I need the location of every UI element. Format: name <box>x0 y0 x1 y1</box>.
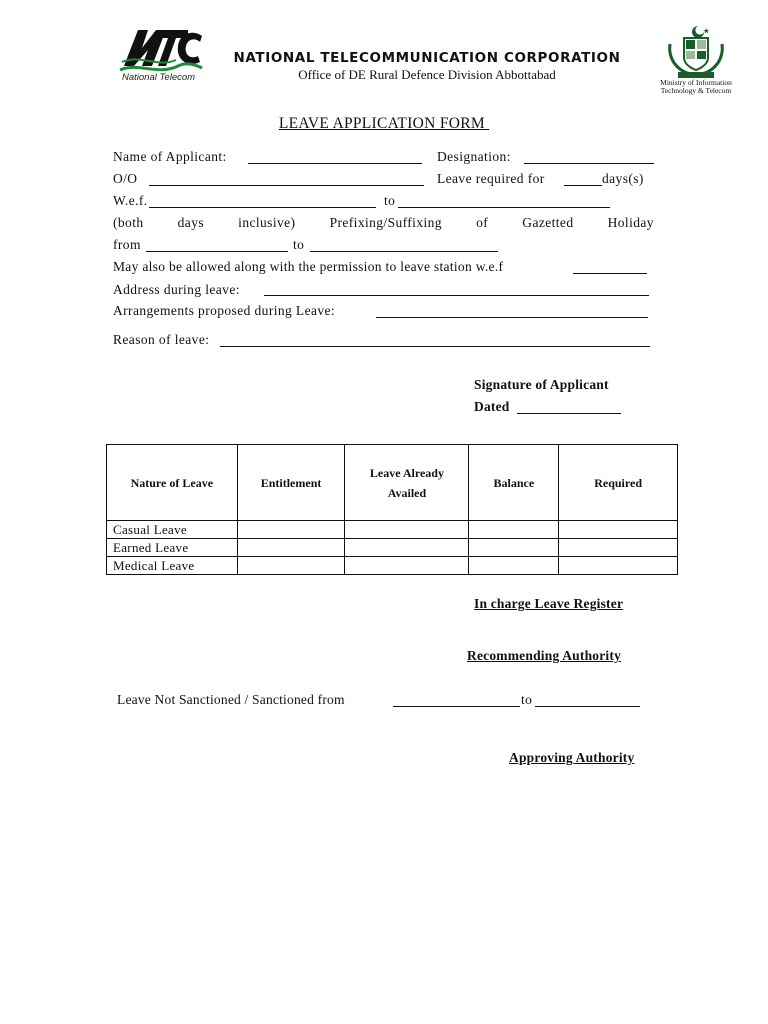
holiday-to-label: to <box>293 237 305 252</box>
table-row <box>107 557 678 575</box>
holiday-to-field[interactable] <box>310 251 498 252</box>
wef-to-label: to <box>384 193 396 208</box>
reason-field[interactable] <box>220 346 650 347</box>
entitlement-cell[interactable] <box>237 539 345 557</box>
clause-word: Gazetted <box>522 215 574 230</box>
required-cell[interactable] <box>559 557 678 575</box>
name-field[interactable] <box>248 163 422 164</box>
leave-required-label: Leave required for <box>437 171 545 186</box>
reason-label: Reason of leave: <box>113 332 210 347</box>
office-of-field[interactable] <box>149 185 424 186</box>
holiday-from-label: from <box>113 237 141 252</box>
designation-field[interactable] <box>524 163 654 164</box>
clause-word: inclusive) <box>238 215 296 230</box>
ministry-line-2: Technology & Telecom <box>660 86 732 95</box>
leave-balance-table <box>106 444 678 575</box>
days-label: days(s) <box>602 171 644 186</box>
table-header-row <box>107 445 678 521</box>
address-field[interactable] <box>264 295 649 296</box>
arrangements-label: Arrangements proposed during Leave: <box>113 303 336 318</box>
balance-cell[interactable] <box>469 539 559 557</box>
clause-word: of <box>476 215 489 230</box>
leave-type-cell: Casual Leave <box>107 521 238 539</box>
availed-cell[interactable] <box>345 521 469 539</box>
balance-cell[interactable] <box>469 521 559 539</box>
ministry-line-1: Ministry of Information <box>660 78 732 87</box>
column-header: Required <box>559 445 678 521</box>
clause-word: Prefixing/Suffixing <box>329 215 442 230</box>
dated-label: Dated <box>474 399 510 414</box>
corporation-title: NATIONAL TELECOMMUNICATION CORPORATION <box>233 50 621 66</box>
wef-label: W.e.f. <box>113 193 148 208</box>
sanction-to-label: to <box>521 692 533 707</box>
clause-word: days <box>177 215 205 230</box>
availed-cell[interactable] <box>345 539 469 557</box>
entitlement-cell[interactable] <box>237 521 345 539</box>
required-cell[interactable] <box>559 539 678 557</box>
station-leave-field[interactable] <box>573 273 647 274</box>
name-label: Name of Applicant: <box>113 149 227 164</box>
availed-cell[interactable] <box>345 557 469 575</box>
logo-caption: National Telecom <box>122 72 196 83</box>
holiday-from-field[interactable] <box>146 251 288 252</box>
form-title: LEAVE APPLICATION FORM <box>278 115 485 132</box>
clause-word: (both <box>113 215 144 230</box>
address-label: Address during leave: <box>113 282 240 297</box>
balance-cell[interactable] <box>469 557 559 575</box>
leave-type-cell: Earned Leave <box>107 539 238 557</box>
designation-label: Designation: <box>437 149 511 164</box>
office-subtitle: Office of DE Rural Defence Division Abbottabad <box>298 67 556 82</box>
wef-to-field[interactable] <box>398 207 610 208</box>
days-count-field[interactable] <box>564 185 602 186</box>
entitlement-cell[interactable] <box>237 557 345 575</box>
dated-field[interactable] <box>517 413 621 414</box>
recommending-authority-label: Recommending Authority <box>467 648 622 663</box>
sanction-to-field[interactable] <box>535 706 640 707</box>
sanction-from-field[interactable] <box>393 706 520 707</box>
ministry-caption <box>646 79 746 95</box>
holiday-clause <box>113 215 654 231</box>
column-header: Nature of Leave <box>107 445 238 521</box>
clause-word: Holiday <box>607 215 654 230</box>
table-row <box>107 521 678 539</box>
office-of-label: O/O <box>113 171 138 186</box>
incharge-label: In charge Leave Register <box>474 596 624 611</box>
leave-type-cell: Medical Leave <box>107 557 238 575</box>
required-cell[interactable] <box>559 521 678 539</box>
approving-authority-label: Approving Authority <box>509 750 635 765</box>
table-row <box>107 539 678 557</box>
applicant-signature-label: Signature of Applicant <box>474 377 609 392</box>
column-header: Balance <box>469 445 559 521</box>
sanction-label: Leave Not Sanctioned / Sanctioned from <box>117 692 345 707</box>
arrangements-field[interactable] <box>376 317 648 318</box>
wef-from-field[interactable] <box>149 207 376 208</box>
station-leave-label: May also be allowed along with the permission to leave station w.e.f <box>113 259 504 274</box>
government-emblem <box>664 24 728 80</box>
column-header: Leave Already Availed <box>345 445 469 521</box>
column-header: Entitlement <box>237 445 345 521</box>
